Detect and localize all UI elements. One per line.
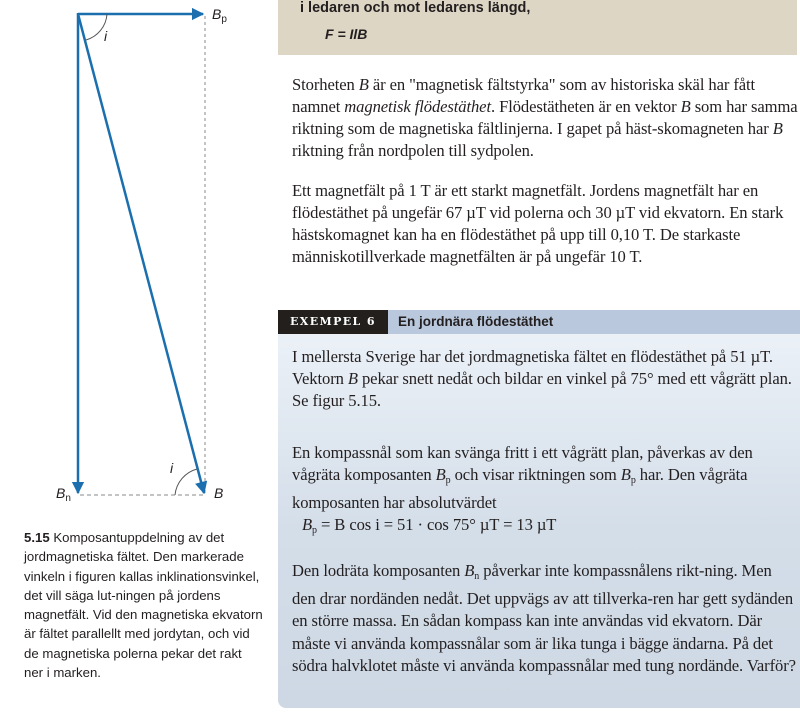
example-title: En jordnära flödestäthet [398,314,554,329]
force-formula: F = IlB [325,26,368,42]
example-label: EXEMPEL 6 [278,310,388,334]
label-bp: $B_p$ [212,6,227,25]
example-formula: $B_p = B$ cos i = 51 · cos 75° µT = 13 µT [302,515,557,536]
rule-text: i ledaren och mot ledarens längd, [300,0,531,16]
paragraph-flux-density: Storheten B är en "magnetisk fältstyrka" som av historiska skäl har fått namnet magnetisk flödestäthet. Flödestätheten är en vektor B som har samma riktning som de magnetiska fältlinjerna. I gapet på häst-skomagneten har B riktning från nordpolen till sydpolen. [292,75,798,161]
rule-box [278,0,797,55]
angle-arc-bottom [175,469,197,495]
label-b: B [214,485,224,501]
label-bn: $B_n$ [56,485,71,504]
vector-diagram [0,0,270,520]
example-box [278,310,800,708]
label-angle-top: i [104,28,108,44]
label-angle-bottom: i [170,460,174,476]
paragraph-field-strengths: Ett magnetfält på 1 T är ett starkt magnetfält. Jordens magnetfält har en flödestäthet på ungefär 67 µT vid polerna och 30 µT vid ekvatorn. En stark hästskomagnet kan ha en flödestäthet på upp till 0,10 T. De starkaste människotillverkade magnetfälten är på ungefär 10 T. [292,181,784,267]
figure-number: 5.15 [24,530,50,545]
vector-b [78,14,204,493]
caption-text: Komposantuppdelning av det jordmagnetiska fältet. Den markerade vinkeln i figuren kallas inklinationsvinkel, det vill säga lut-ningen på jordens magnetfält. Vid den magnetiska ekvatorn är fältet parallellt med jordytan, och vid de magnetiska polerna pekar det rakt ner i marken. [24,530,263,681]
example-paragraph-1: I mellersta Sverige har det jordmagnetiska fältet en flödestäthet på 51 µT. Vektorn B pekar snett nedåt och bildar en vinkel på 75° med ett vågrätt plan. Se figur 5.15. [292,347,792,411]
example-paragraph-3: Den lodräta komposanten $B_n$ påverkar inte kompassnålens rikt-ning. Men den drar nordänden nedåt. Det uppvägs av att tillverka-ren har gett sydänden en större massa. En sådan kompass kan inte användas vid ekvatorn. Där måste vi använda kompassnålar som är lika tunga i bägge ändarna. På det södra halvklotet måste vi använda kompassnålar med tung nordände. Varför? [292,561,796,675]
figure-caption [24,528,264,682]
example-paragraph-2: En kompassnål som kan svänga fritt i ett vågrätt plan, påverkas av den vågräta komposanten $B_p$ och visar riktningen som $B_p$ har. Den vågräta komposanten har absolutvärdet [292,443,753,513]
vector-diagram-svg [0,0,270,520]
term-magnetisk-flodestathet: magnetisk flödestäthet [344,97,491,117]
example-header [278,310,800,334]
